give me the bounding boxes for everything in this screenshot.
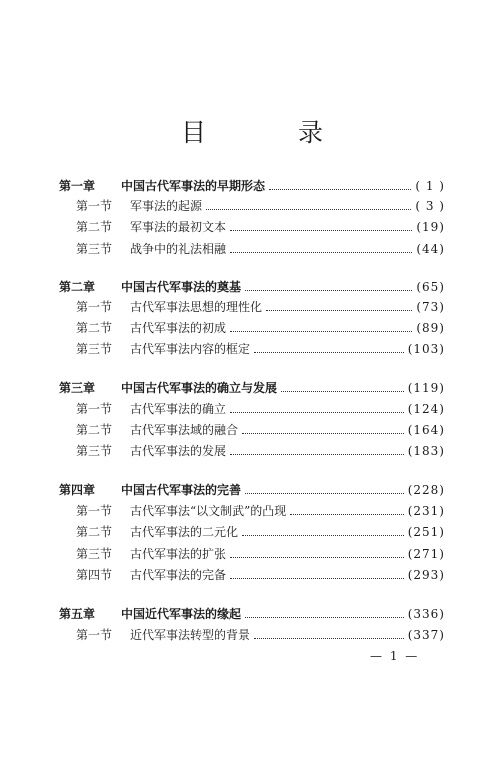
page-reference: (164) [407, 423, 445, 437]
dot-leader [269, 189, 411, 190]
page-title: 目 录 [181, 118, 365, 147]
dot-leader [266, 310, 412, 311]
section-title: 古代军事法的扩张 [130, 547, 227, 561]
dot-leader [206, 209, 411, 210]
dot-leader [245, 290, 412, 291]
section-number: 第二节 [76, 423, 113, 437]
toc-section-row [76, 627, 445, 643]
page-reference: (183) [407, 444, 445, 458]
section-title: 战争中的礼法相融 [130, 242, 227, 256]
section-number: 第一节 [76, 504, 113, 518]
chapter-title: 中国古代军事法的完善 [121, 483, 242, 497]
toc-chapter-row [59, 482, 445, 498]
toc-section-row [76, 198, 445, 214]
section-title: 古代军事法的初成 [130, 321, 227, 335]
section-title: 军事法的最初文本 [130, 220, 227, 234]
page-reference: ( 1 ) [415, 179, 445, 193]
dot-leader [245, 617, 404, 618]
page-reference: (19) [416, 220, 445, 234]
toc-section-row [76, 567, 445, 583]
toc-chapter-row [59, 279, 445, 295]
toc-section-row [76, 401, 445, 417]
section-title: 古代军事法域的融合 [130, 423, 239, 437]
section-number: 第二节 [76, 321, 113, 335]
chapter-title: 中国古代军事法的早期形态 [121, 179, 266, 193]
page-reference: (44) [416, 242, 445, 256]
page-reference: (119) [407, 381, 445, 395]
page-reference: (337) [407, 628, 445, 642]
toc-section-row [76, 341, 445, 357]
page-reference: (65) [416, 280, 445, 294]
page-reference: (103) [407, 342, 445, 356]
section-title: 古代军事法思想的理性化 [130, 300, 263, 314]
dot-leader [254, 352, 404, 353]
page-reference: (271) [407, 547, 445, 561]
section-number: 第四节 [76, 568, 113, 582]
dot-leader [230, 331, 412, 332]
toc-chapter-row [59, 606, 445, 622]
dot-leader [245, 493, 404, 494]
page-reference: (228) [407, 483, 445, 497]
dot-leader [230, 412, 404, 413]
section-number: 第二节 [76, 220, 113, 234]
page-reference: (251) [407, 525, 445, 539]
section-title: 军事法的起源 [130, 199, 203, 213]
dot-leader [230, 578, 404, 579]
section-number: 第一节 [76, 300, 113, 314]
dot-leader [230, 230, 412, 231]
toc-chapter-row [59, 178, 445, 194]
toc-section-row [76, 503, 445, 519]
page-reference: (73) [416, 300, 445, 314]
page-reference: (293) [407, 568, 445, 582]
chapter-title: 中国古代军事法的确立与发展 [121, 381, 278, 395]
page-reference: (231) [407, 504, 445, 518]
chapter-title: 中国近代军事法的缘起 [121, 607, 242, 621]
dot-leader [242, 433, 404, 434]
page-reference: (124) [407, 402, 445, 416]
dot-leader [242, 535, 404, 536]
page-reference: (89) [416, 321, 445, 335]
toc-section-row [76, 241, 445, 257]
section-number: 第一节 [76, 199, 113, 213]
section-title: 古代军事法“以文制武”的凸现 [130, 504, 287, 518]
dot-leader [230, 557, 404, 558]
section-number: 第二节 [76, 525, 113, 539]
section-title: 近代军事法转型的背景 [130, 628, 251, 642]
chapter-number: 第一章 [59, 179, 96, 193]
dot-leader [290, 514, 403, 515]
toc-section-row [76, 320, 445, 336]
section-number: 第三节 [76, 547, 113, 561]
dot-leader [281, 391, 404, 392]
section-title: 古代军事法的二元化 [130, 525, 239, 539]
section-title: 古代军事法的完备 [130, 568, 227, 582]
toc-section-row [76, 546, 445, 562]
dot-leader [254, 638, 404, 639]
dot-leader [230, 252, 412, 253]
toc-section-row [76, 443, 445, 459]
page-number: — 1 — [370, 649, 420, 663]
section-title: 古代军事法的发展 [130, 444, 227, 458]
chapter-number: 第三章 [59, 381, 96, 395]
dot-leader [230, 454, 404, 455]
toc-chapter-row [59, 380, 445, 396]
toc-section-row [76, 524, 445, 540]
page-reference: ( 3 ) [415, 199, 445, 213]
section-number: 第一节 [76, 628, 113, 642]
toc-section-row [76, 422, 445, 438]
section-number: 第一节 [76, 402, 113, 416]
section-title: 古代军事法内容的框定 [130, 342, 251, 356]
section-title: 古代军事法的确立 [130, 402, 227, 416]
toc-section-row [76, 299, 445, 315]
section-number: 第三节 [76, 444, 113, 458]
chapter-number: 第二章 [59, 280, 96, 294]
section-number: 第三节 [76, 242, 113, 256]
chapter-number: 第五章 [59, 607, 96, 621]
toc-section-row [76, 219, 445, 235]
section-number: 第三节 [76, 342, 113, 356]
chapter-title: 中国古代军事法的奠基 [121, 280, 242, 294]
page-reference: (336) [407, 607, 445, 621]
chapter-number: 第四章 [59, 483, 96, 497]
